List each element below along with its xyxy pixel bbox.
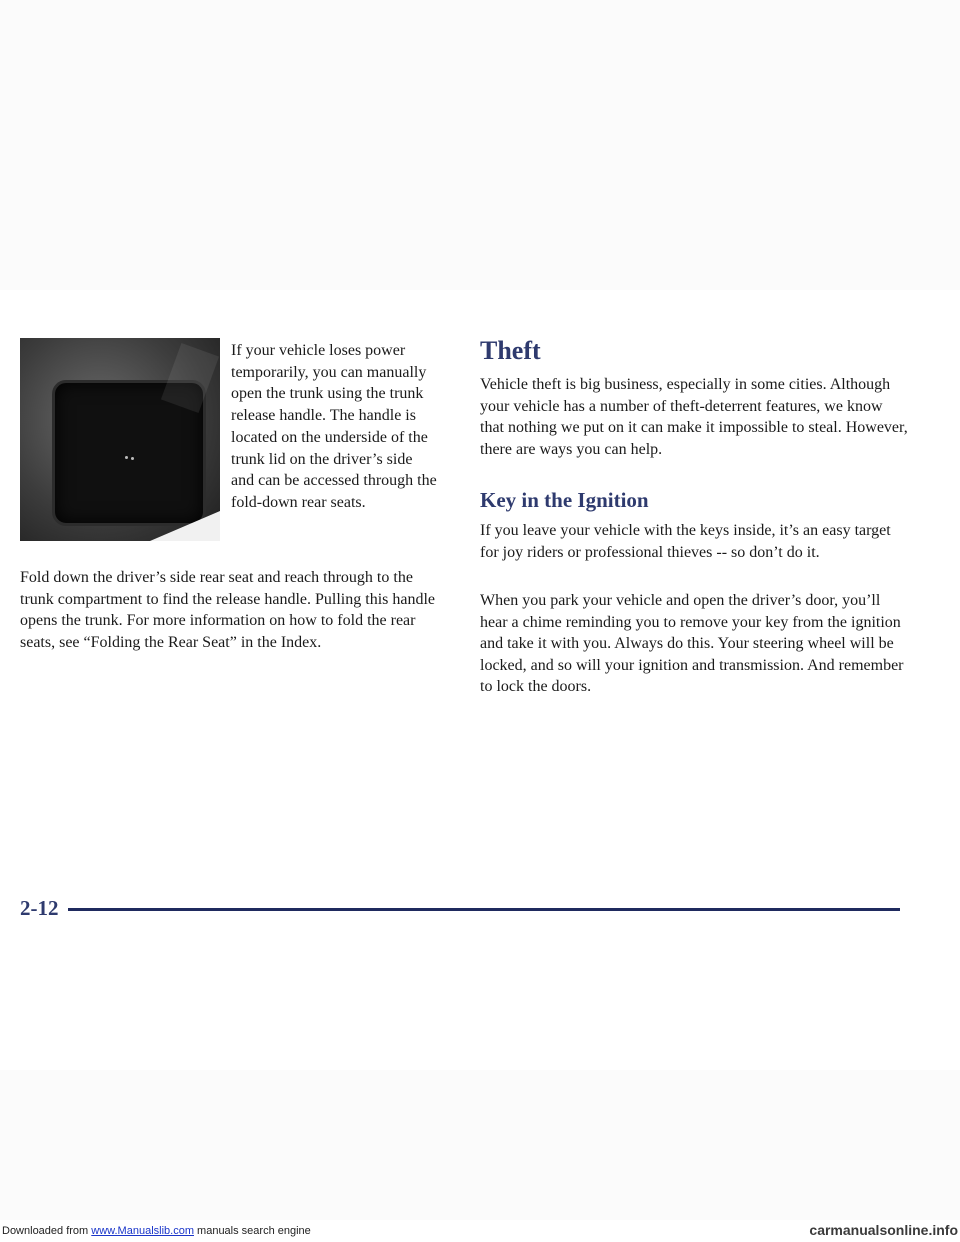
key-paragraph-1: If you leave your vehicle with the keys inside, it’s an easy target for joy riders or professional thieves -- so don’t do it. bbox=[480, 522, 891, 561]
trunk-release-text: If your vehicle loses power temporarily, you can manually open the trunk using the trunk release handle. The handle is located on the underside of the trunk lid on the driver’s side and can be accessed through the fold-down rear seats. bbox=[231, 342, 437, 511]
theft-heading: Theft bbox=[480, 336, 541, 365]
key-paragraph-2: When you park your vehicle and open the driver’s door, you’ll hear a chime reminding you to remove your key from the ignition and take it with you. Always do this. Your steering wheel will be locked, and so will your ignition and transmission. And remember to lock the doors. bbox=[480, 592, 904, 695]
photo-corner bbox=[150, 511, 220, 541]
theft-paragraph: Vehicle theft is big business, especially in some cities. Although your vehicle has a number of theft-deterrent features, we know that nothing we put on it can make it impossible to steal. However, there are ways you can help. bbox=[480, 376, 908, 458]
key-in-ignition-heading: Key in the Ignition bbox=[480, 488, 649, 512]
page-number: 2-12 bbox=[20, 896, 59, 920]
photo-detail bbox=[131, 457, 134, 460]
trunk-release-handle-photo bbox=[20, 338, 220, 541]
manualslib-link[interactable]: www.Manualslib.com bbox=[91, 1225, 194, 1237]
photo-highlight bbox=[161, 343, 219, 413]
photo-detail bbox=[125, 456, 128, 459]
fold-seat-paragraph: Fold down the driver’s side rear seat and reach through to the trunk compartment to find the release handle. Pulling this handle opens the trunk. For more information on how to fold the rear seats, see “Folding the Rear Seat” in the Index. bbox=[20, 569, 436, 651]
page-footer-rule bbox=[68, 908, 900, 911]
footer-credit: Downloaded from www.Manualslib.com manuals search engine bbox=[2, 1225, 311, 1237]
bottom-margin bbox=[0, 1070, 960, 1220]
watermark: carmanualsonline.info bbox=[809, 1222, 958, 1238]
top-margin bbox=[0, 0, 960, 290]
download-footer bbox=[0, 1222, 960, 1242]
